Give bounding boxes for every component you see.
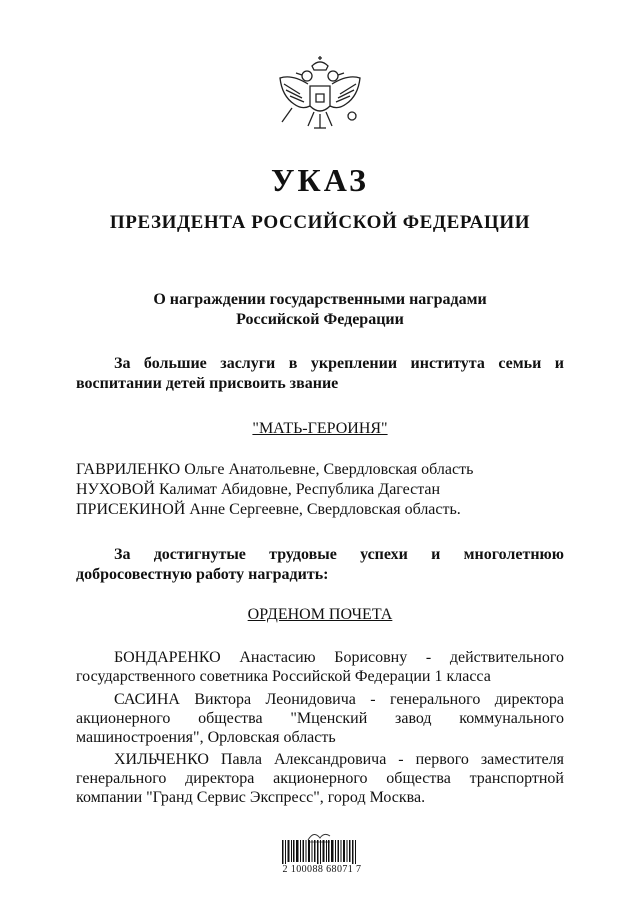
section1-recipient: ГАВРИЛЕНКО Ольге Анатольевне, Свердловская область (76, 461, 474, 478)
section1-recipient: ПРИСЕКИНОЙ Анне Сергеевне, Свердловская область. (76, 501, 461, 518)
section2-recipient: БОНДАРЕНКО Анастасию Борисовну - действительного государственного советника Российской Федерации 1 класса (76, 649, 564, 685)
document-subject (0, 290, 640, 330)
section2-award (0, 606, 640, 624)
section1-award (0, 420, 640, 438)
subject-line-2: Российской Федерации (236, 311, 404, 328)
section2-recipient: САСИНА Виктора Леонидовича - генерального директора акционерного общества "Мценский завод коммунального машиностроения", Орловская область (76, 691, 564, 746)
section2-recipient: ХИЛЬЧЕНКО Павла Александровича - первого заместителя генерального директора акционерного общества транспортной компании "Гранд Сервис Экспресс", город Москва. (76, 751, 564, 806)
section1-preamble-text: За большие заслуги в укреплении института семьи и воспитании детей присвоить звание (76, 355, 564, 392)
section2-preamble (76, 545, 564, 585)
coat-of-arms-icon (274, 56, 366, 140)
section1-preamble (76, 354, 564, 394)
award-title-order-of-honour: ОРДЕНОМ ПОЧЕТА (247, 606, 393, 623)
barcode-number: 2 100088 68071 7 (282, 864, 362, 875)
award-title-hero-mother: "МАТЬ-ГЕРОИНЯ" (252, 420, 388, 437)
subject-line-1: О награждении государственными наградами (153, 291, 487, 308)
document-title: УКАЗ (271, 162, 369, 198)
barcode-icon (282, 840, 358, 864)
document-issuer: ПРЕЗИДЕНТА РОССИЙСКОЙ ФЕДЕРАЦИИ (109, 212, 531, 233)
section1-recipient: НУХОВОЙ Калимат Абидовне, Республика Дагестан (76, 481, 441, 498)
section2-preamble-text: За достигнутые трудовые успехи и многолетнюю добросовестную работу наградить: (76, 546, 564, 583)
